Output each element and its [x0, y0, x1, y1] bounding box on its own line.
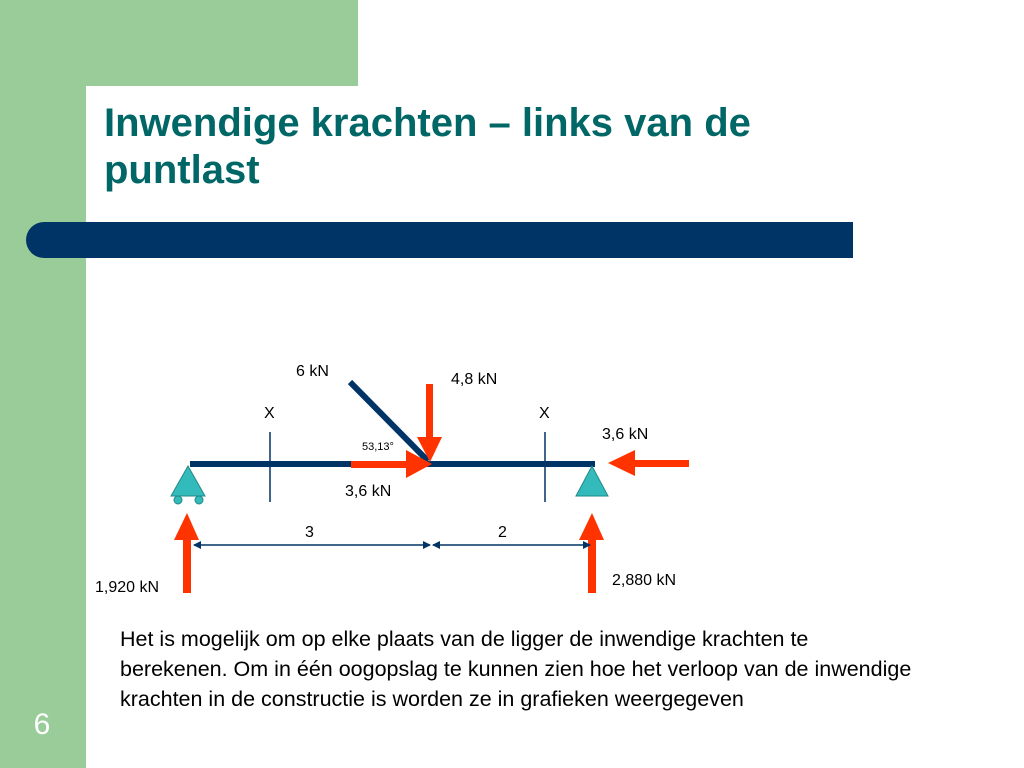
label-span-right: 2	[498, 524, 507, 541]
left-reaction-arrow	[174, 513, 199, 593]
label-angle: 53,13°	[362, 441, 394, 453]
label-horizontal-right: 3,6 kN	[602, 426, 649, 443]
right-horizontal-force-arrow	[608, 450, 689, 476]
label-reaction-right: 2,880 kN	[612, 572, 677, 589]
page-number: 6	[33, 708, 51, 741]
right-pin-support	[576, 466, 608, 496]
label-inclined-load: 6 kN	[296, 363, 329, 380]
left-roller-support	[171, 466, 205, 504]
label-vertical-load: 4,8 kN	[451, 371, 498, 388]
label-section-left: X	[264, 405, 275, 422]
right-reaction-arrow	[579, 513, 604, 593]
body-paragraph: Het is mogelijk om op elke plaats van de ligger de inwendige krachten te berekenen. Om in één oogopslag te kunnen zien hoe het verloop van de inwendige krachten in de constructie is worden ze in grafieken weergegeven	[120, 627, 912, 711]
label-section-right: X	[539, 405, 550, 422]
label-reaction-left: 1,920 kN	[95, 579, 160, 596]
label-horizontal-component: 3,6 kN	[345, 483, 392, 500]
slide-title: Inwendige krachten – links van de puntlast	[104, 101, 751, 192]
label-span-left: 3	[305, 524, 314, 541]
